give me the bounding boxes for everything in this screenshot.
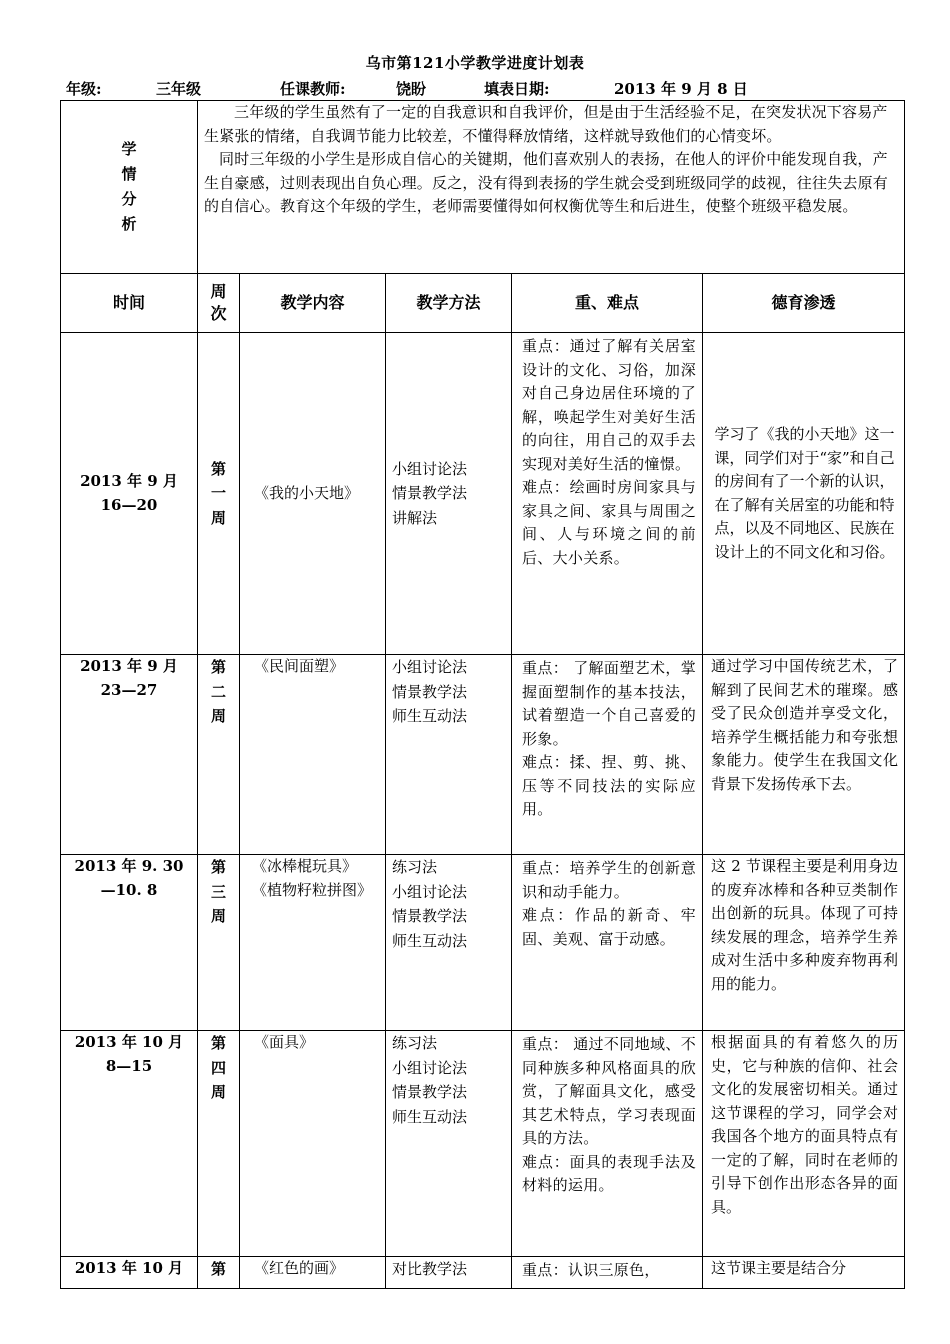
- teacher-value: 饶盼: [396, 80, 427, 98]
- key-point: 重点：培养学生的创新意识和动手能力。: [522, 859, 696, 901]
- table-row: [61, 1031, 905, 1257]
- difficulty: 难点：揉、捏、剪、挑、压等不同技法的实际应用。: [522, 753, 696, 818]
- date-label: 填表日期:: [484, 80, 550, 98]
- key-points-cell: [512, 1031, 703, 1257]
- table-row: [61, 1257, 905, 1289]
- date-cell: 2013 年 10 月 8—15: [61, 1031, 198, 1257]
- moral-cell: 根据面具的有着悠久的历史，它与种族的信仰、社会文化的发展密切相关。通过这节课程的学习，同学会对我国各个地方的面具特点有一定的了解，同时在老师的引导下创作出形态各异的面具。: [703, 1031, 905, 1257]
- analysis-label: 学 情 分 析: [61, 101, 198, 274]
- date-value: 2013 年 9 月 8 日: [614, 80, 748, 98]
- table-row: [61, 855, 905, 1031]
- header-time: 时间: [61, 274, 198, 333]
- key-point: 重点：通过了解有关居室设计的文化、习俗，加深对自己身边居住环境的了解，唤起学生对美好生活的向往，用自己的双手去实现对美好生活的憧憬。: [522, 337, 696, 473]
- week-cell: 第 一 周: [198, 333, 240, 655]
- difficulty: 难点：面具的表现手法及材料的运用。: [522, 1152, 696, 1194]
- analysis-row: [61, 101, 905, 274]
- method-cell: 小组讨论法 情景教学法 师生互动法: [386, 655, 512, 855]
- table-row: [61, 333, 905, 655]
- week-cell: 第: [198, 1257, 240, 1289]
- key-point: 重点： 了解面塑艺术，掌握面塑制作的基本技法，试着塑造一个自己喜爱的形象。: [522, 659, 696, 748]
- content-cell: 《面具》: [240, 1031, 386, 1257]
- week-cell: 第 四 周: [198, 1031, 240, 1257]
- table-row: [61, 655, 905, 855]
- grade-value: 三年级: [156, 80, 202, 98]
- analysis-paragraph: 同时三年级的小学生是形成自信心的关键期，他们喜欢别人的表扬，在他人的评价中能发现自我，产生自豪感，过则表现出自负心理。反之，没有得到表扬的学生就会受到班级同学的歧视，往往失去原有的自信心。教育这个年级的学生，老师需要懂得如何权衡优等生和后进生，使整个班级平稳发展。: [204, 150, 889, 215]
- header-key-points: 重、难点: [512, 274, 703, 333]
- method-cell: 练习法 小组讨论法 情景教学法 师生互动法: [386, 1031, 512, 1257]
- teaching-plan-table: [60, 100, 905, 1289]
- table-header-row: [61, 274, 905, 333]
- moral-cell: 学习了《我的小天地》这一课，同学们对于“家”和自己的房间有了一个新的认识，在了解有关居室的功能和特点，以及不同地区、民族在设计上的不同文化和习俗。: [703, 333, 905, 655]
- key-points-cell: [512, 1257, 703, 1289]
- key-point: 重点：认识三原色，: [522, 1261, 660, 1279]
- date-cell: 2013 年 9 月 16—20: [61, 333, 198, 655]
- method-cell: 小组讨论法 情景教学法 讲解法: [386, 333, 512, 655]
- header-content: 教学内容: [240, 274, 386, 333]
- week-cell: 第 二 周: [198, 655, 240, 855]
- key-points-cell: [512, 655, 703, 855]
- page-title: 乌市第121小学教学进度计划表: [365, 54, 585, 72]
- moral-cell: 通过学习中国传统艺术，了解到了民间艺术的璀璨。感受了民众创造并享受文化，培养学生概括能力和夸张想象能力。使学生在我国文化背景下发扬传承下去。: [703, 655, 905, 855]
- date-cell: 2013 年 10 月: [61, 1257, 198, 1289]
- header-method: 教学方法: [386, 274, 512, 333]
- key-points-cell: [512, 333, 703, 655]
- header-moral: 德育渗透: [703, 274, 905, 333]
- content-cell: 《民间面塑》: [240, 655, 386, 855]
- week-cell: 第 三 周: [198, 855, 240, 1031]
- method-cell: 对比教学法: [386, 1257, 512, 1289]
- analysis-text: [198, 101, 905, 274]
- content-cell: 《红色的画》: [240, 1257, 386, 1289]
- grade-label: 年级:: [66, 80, 102, 98]
- method-cell: 练习法 小组讨论法 情景教学法 师生互动法: [386, 855, 512, 1031]
- teacher-label: 任课教师:: [280, 80, 346, 98]
- date-cell: 2013 年 9. 30 —10. 8: [61, 855, 198, 1031]
- analysis-paragraph: 三年级的学生虽然有了一定的自我意识和自我评价，但是由于生活经验不足，在突发状况下容易产生紧张的情绪，自我调节能力比较差，不懂得释放情绪，这样就导致他们的心情变坏。: [204, 103, 888, 145]
- content-cell: 《我的小天地》: [240, 333, 386, 655]
- moral-cell: 这 2 节课程主要是利用身边的废弃冰棒和各种豆类制作出创新的玩具。体现了可持续发展的理念，培养学生养成对生活中多种废弃物再利用的能力。: [703, 855, 905, 1031]
- header-week: 周 次: [198, 274, 240, 333]
- moral-cell: 这节课主要是结合分: [703, 1257, 905, 1289]
- difficulty: 难点：作品的新奇、牢固、美观、富于动感。: [522, 906, 696, 948]
- date-cell: 2013 年 9 月 23—27: [61, 655, 198, 855]
- content-cell: 《冰棒棍玩具》 《植物籽粒拼图》: [240, 855, 386, 1031]
- key-points-cell: [512, 855, 703, 1031]
- difficulty: 难点：绘画时房间家具与家具之间、家具与周围之间、人与环境之间的前后、大小关系。: [522, 478, 696, 567]
- key-point: 重点： 通过不同地域、不同种族多种风格面具的欣赏，了解面具文化，感受其艺术特点，学习表现面具的方法。: [522, 1035, 696, 1147]
